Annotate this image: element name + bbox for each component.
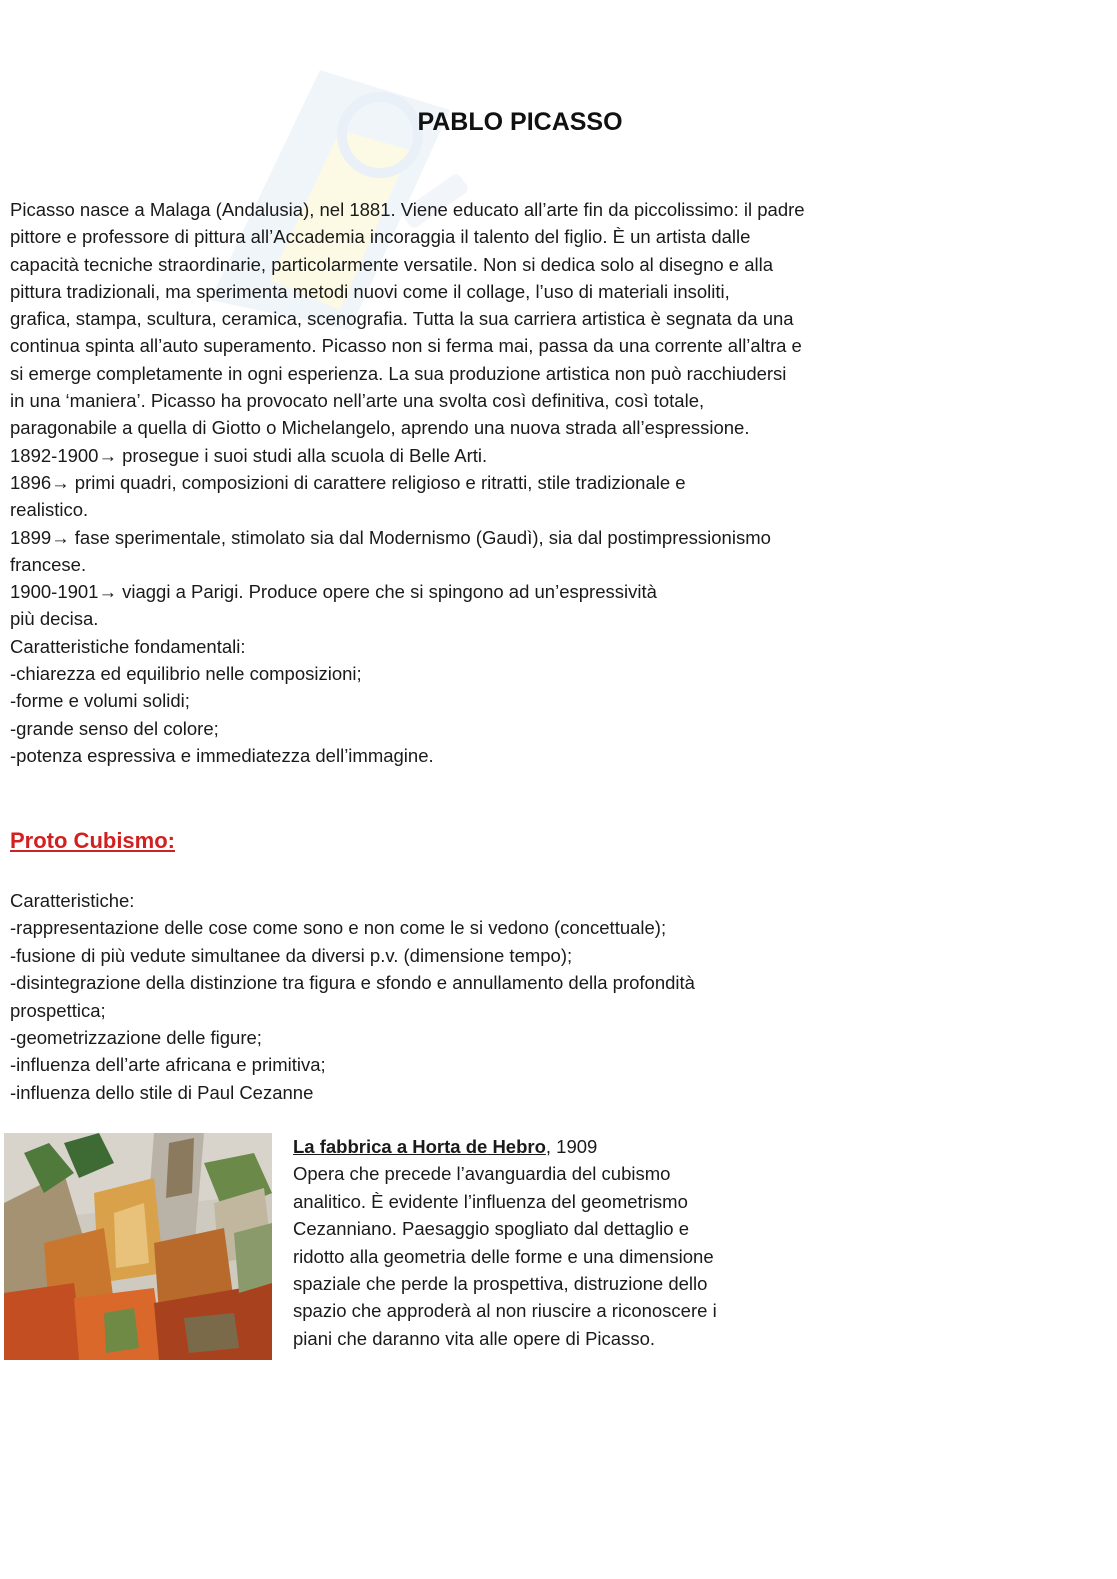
intro-line: -potenza espressiva e immediatezza dell’immagine. bbox=[10, 744, 434, 766]
feature-line: -influenza dello stile di Paul Cezanne bbox=[10, 1081, 314, 1103]
intro-text bbox=[10, 196, 910, 769]
artwork-heading bbox=[293, 1133, 813, 1160]
intro-line: grafica, stampa, scultura, ceramica, scenografia. Tutta la sua carriera artistica è segnata da una bbox=[10, 308, 794, 330]
caption-line: spaziale che perde la prospettiva, distruzione dello bbox=[293, 1273, 708, 1295]
caption-line: spazio che approderà al non riuscire a riconoscere i bbox=[293, 1300, 717, 1322]
feature-line: -disintegrazione della distinzione tra figura e sfondo e annullamento della profondità bbox=[10, 972, 695, 994]
section-feature-list bbox=[10, 887, 910, 1106]
artwork-year: , 1909 bbox=[545, 1136, 598, 1157]
intro-line: -forme e volumi solidi; bbox=[10, 690, 190, 712]
artwork-title: La fabbrica a Horta de Hebro bbox=[293, 1136, 546, 1157]
intro-line: -chiarezza ed equilibrio nelle composizioni; bbox=[10, 663, 362, 685]
intro-line: 1896→ primi quadri, composizioni di carattere religioso e ritratti, stile tradizionale e bbox=[10, 471, 686, 493]
intro-line: realistico. bbox=[10, 499, 89, 521]
feature-line: -geometrizzazione delle figure; bbox=[10, 1027, 262, 1049]
artwork-caption bbox=[293, 1133, 813, 1352]
intro-line: Caratteristiche fondamentali: bbox=[10, 635, 246, 657]
intro-line: paragonabile a quella di Giotto o Michelangelo, aprendo una nuova strada all’espressione. bbox=[10, 417, 750, 439]
intro-line: 1899→ fase sperimentale, stimolato sia dal Modernismo (Gaudì), sia dal postimpressionismo bbox=[10, 526, 771, 548]
intro-line: 1900-1901→ viaggi a Parigi. Produce opere che si spingono ad un’espressività bbox=[10, 581, 657, 603]
feature-line: prospettica; bbox=[10, 999, 106, 1021]
intro-line: francese. bbox=[10, 553, 87, 575]
section-heading-proto-cubismo: Proto Cubismo: bbox=[10, 828, 175, 853]
artwork-image bbox=[4, 1133, 272, 1360]
intro-line: si emerge completamente in ogni esperienza. La sua produzione artistica non può racchiudersi bbox=[10, 362, 787, 384]
page-title: PABLO PICASSO bbox=[417, 108, 623, 136]
caption-line: ridotto alla geometria delle forme e una dimensione bbox=[293, 1245, 714, 1267]
caption-line: Cezanniano. Paesaggio spogliato dal dettaglio e bbox=[293, 1218, 689, 1240]
caption-line: Opera che precede l’avanguardia del cubismo bbox=[293, 1163, 671, 1185]
feature-line: Caratteristiche: bbox=[10, 890, 135, 911]
feature-line: -rappresentazione delle cose come sono e non come le si vedono (concettuale); bbox=[10, 917, 667, 939]
intro-line: -grande senso del colore; bbox=[10, 717, 219, 739]
intro-line: continua spinta all’auto superamento. Picasso non si ferma mai, passa da una corrente all’altra e bbox=[10, 335, 802, 357]
intro-line: 1892-1900→ prosegue i suoi studi alla scuola di Belle Arti. bbox=[10, 444, 488, 466]
intro-line: capacità tecniche straordinarie, particolarmente versatile. Non si dedica solo al disegno e alla bbox=[10, 253, 774, 275]
intro-line: pittura tradizionali, ma sperimenta metodi nuovi come il collage, l’uso di materiali insoliti, bbox=[10, 280, 730, 302]
caption-line: piani che daranno vita alle opere di Picasso. bbox=[293, 1327, 656, 1349]
intro-line: pittore e professore di pittura all’Accademia incoraggia il talento del figlio. È un artista dalle bbox=[10, 226, 751, 248]
feature-line: -influenza dell’arte africana e primitiva; bbox=[10, 1054, 326, 1076]
feature-line: -fusione di più vedute simultanee da diversi p.v. (dimensione tempo); bbox=[10, 944, 573, 966]
intro-line: Picasso nasce a Malaga (Andalusia), nel 1881. Viene educato all’arte fin da piccolissimo: il padre bbox=[10, 199, 805, 220]
intro-line: in una ‘maniera’. Picasso ha provocato nell’arte una svolta così definitiva, così totale, bbox=[10, 390, 705, 412]
intro-line: più decisa. bbox=[10, 608, 99, 630]
caption-line: analitico. È evidente l’influenza del geometrismo bbox=[293, 1190, 688, 1212]
